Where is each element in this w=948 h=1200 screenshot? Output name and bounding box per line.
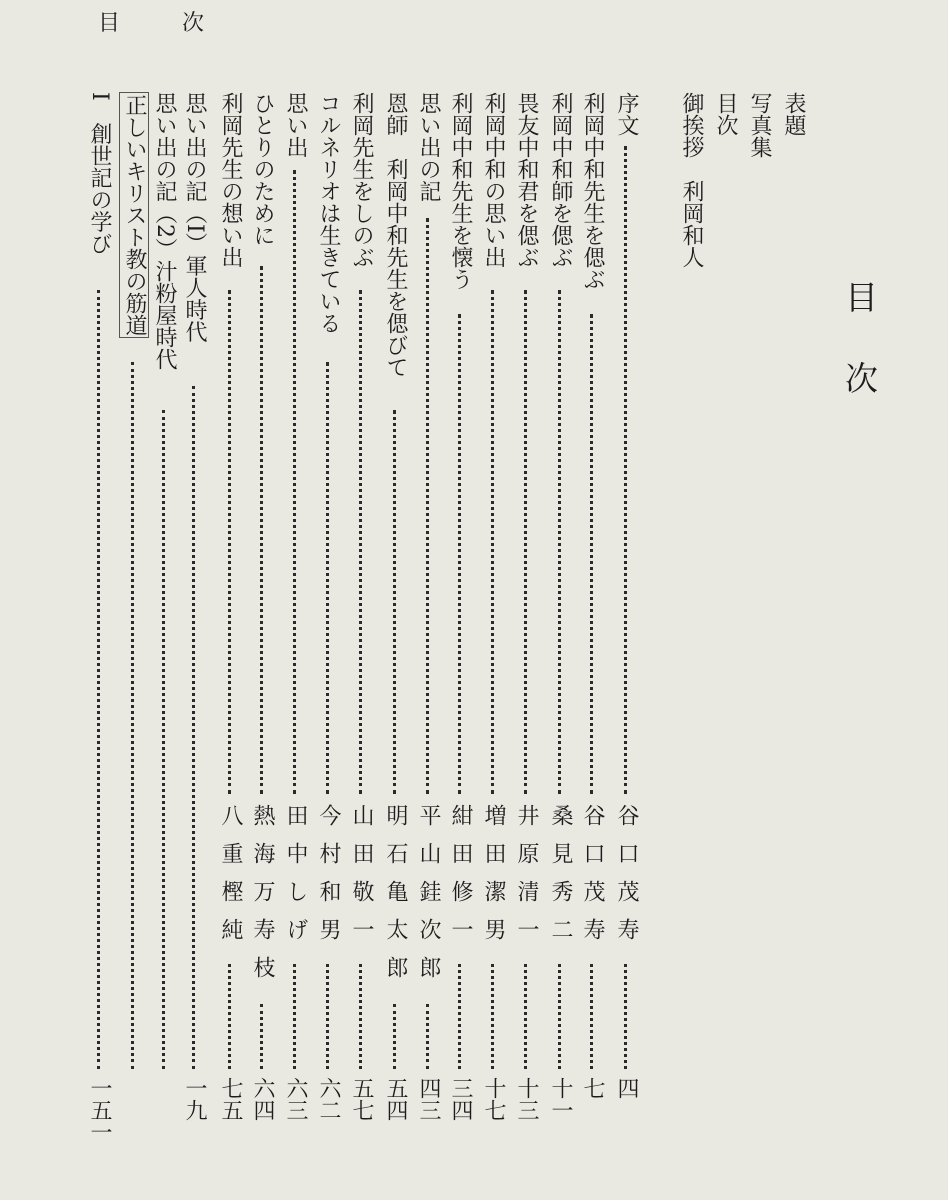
toc-entry-page: 七	[580, 1077, 605, 1099]
toc-entry	[119, 92, 147, 1144]
running-header-left: 目	[98, 11, 121, 36]
toc-entry-title: 思い出	[283, 92, 308, 158]
toc-entry-title: 思い出の記（2）汁粉屋時代	[152, 92, 177, 370]
toc-entry-author: 田中しげ	[283, 804, 308, 956]
leader-dots	[458, 314, 461, 794]
toc-entry-author: 今村和男	[316, 804, 341, 956]
leader-dots	[260, 266, 263, 794]
toc-entry-author: 桑見秀二	[548, 804, 573, 956]
toc-entry	[512, 92, 540, 1144]
leader-dots	[260, 1004, 263, 1069]
leader-dots	[326, 964, 329, 1069]
toc-entry-title: 利岡先生をしのぶ	[349, 92, 374, 268]
toc-entry-author: 平山銈次郎	[416, 804, 441, 994]
toc-entry	[446, 92, 474, 1144]
leader-dots	[326, 362, 329, 794]
leader-dots	[590, 964, 593, 1069]
toc-entry-author: 紺田修一	[448, 804, 473, 956]
toc-entry-title: 序文	[614, 92, 639, 136]
toc-entry-title: ひとりのために	[250, 92, 275, 246]
leader-dots	[192, 386, 195, 1069]
toc-entry-author: 谷口茂寿	[614, 804, 639, 956]
toc-entry	[479, 92, 507, 1144]
leader-dots	[162, 410, 165, 1069]
front-matter-item: 目次	[713, 92, 738, 136]
toc-entry	[314, 92, 342, 1144]
toc-entry	[546, 92, 574, 1144]
leader-dots	[426, 1004, 429, 1069]
leader-dots	[426, 218, 429, 794]
toc-entry-author: 明石亀太郎	[383, 804, 408, 994]
toc-entry-page: 十七	[481, 1077, 506, 1121]
toc-entry	[381, 92, 409, 1144]
leader-dots	[97, 290, 100, 1069]
leader-dots	[293, 170, 296, 794]
leader-dots	[228, 290, 231, 794]
leader-dots	[590, 314, 593, 794]
leader-dots	[131, 362, 134, 1069]
toc-entry	[216, 92, 244, 1144]
leader-dots	[359, 964, 362, 1069]
leader-dots	[393, 1004, 396, 1069]
leader-dots	[524, 964, 527, 1069]
toc-entry-author: 谷口茂寿	[580, 804, 605, 956]
toc-entry	[180, 92, 208, 1144]
running-header-right: 次	[182, 11, 205, 36]
toc-entry	[248, 92, 276, 1144]
toc-entry-page: 一五一	[87, 1077, 112, 1143]
leader-dots	[491, 964, 494, 1069]
toc-entry	[85, 92, 113, 1144]
leader-dots	[393, 410, 396, 794]
toc-entry-author: 熱海万寿枝	[250, 804, 275, 994]
toc-entry-page: 三四	[448, 1077, 473, 1121]
toc-entry-title: I 創世記の学び	[87, 92, 112, 255]
toc-entry-page: 十一	[548, 1077, 573, 1121]
toc-entry-author: 増田潔男	[481, 804, 506, 956]
leader-dots	[558, 290, 561, 794]
toc-entry	[414, 92, 442, 1144]
toc-entry-author: 山田敬一	[349, 804, 374, 956]
toc-entry	[578, 92, 606, 1144]
toc-entry-title: 利岡中和先生を懐う	[448, 92, 473, 290]
toc-entry-page: 五七	[349, 1077, 374, 1121]
page-title: 目次	[840, 280, 879, 442]
toc-entry-author: 八重樫純	[218, 804, 243, 956]
toc-entry	[612, 92, 640, 1144]
front-matter-item: 写真集	[747, 92, 772, 158]
leader-dots	[491, 290, 494, 794]
leader-dots	[458, 964, 461, 1069]
toc-entry-title: 利岡中和師を偲ぶ	[548, 92, 573, 268]
front-matter-item: 表題	[781, 92, 806, 136]
leader-dots	[524, 290, 527, 794]
toc-entry-page: 六四	[250, 1077, 275, 1121]
leader-dots	[558, 964, 561, 1069]
toc-entry-page: 四三	[416, 1077, 441, 1121]
toc-entry-title: 畏友中和君を偲ぶ	[514, 92, 539, 268]
leader-dots	[624, 146, 627, 794]
toc-entry-page: 一九	[182, 1077, 207, 1121]
leader-dots	[228, 964, 231, 1069]
toc-entry-title: 恩師 利岡中和先生を偲びて	[383, 92, 408, 378]
toc-entry-title: 利岡先生の想い出	[218, 92, 243, 268]
front-matter-item: 御挨拶 利岡和人	[679, 92, 704, 268]
toc-entry-author: 井原清一	[514, 804, 539, 956]
toc-entry	[150, 92, 178, 1144]
toc-entry-page: 十三	[514, 1077, 539, 1121]
toc-entry-page: 六二	[316, 1077, 341, 1121]
toc-entry-title: コルネリオは生きている	[316, 92, 341, 334]
leader-dots	[293, 964, 296, 1069]
leader-dots	[624, 964, 627, 1069]
toc-entry-title: 利岡中和の思い出	[481, 92, 506, 268]
leader-dots	[359, 290, 362, 794]
toc-entry-title: 利岡中和先生を偲ぶ	[580, 92, 605, 290]
toc-entry-title: 思い出の記	[416, 92, 441, 202]
toc-entry	[281, 92, 309, 1144]
toc-entry-title: 正しいキリスト教の筋道	[119, 92, 149, 338]
toc-entry-page: 五四	[383, 1077, 408, 1121]
toc-entry-page: 六三	[283, 1077, 308, 1121]
toc-entry-page: 四	[614, 1077, 639, 1099]
toc-entry-title: 思い出の記（I）軍人時代	[182, 92, 207, 343]
toc-entry-page: 七五	[218, 1077, 243, 1121]
toc-entry	[347, 92, 375, 1144]
